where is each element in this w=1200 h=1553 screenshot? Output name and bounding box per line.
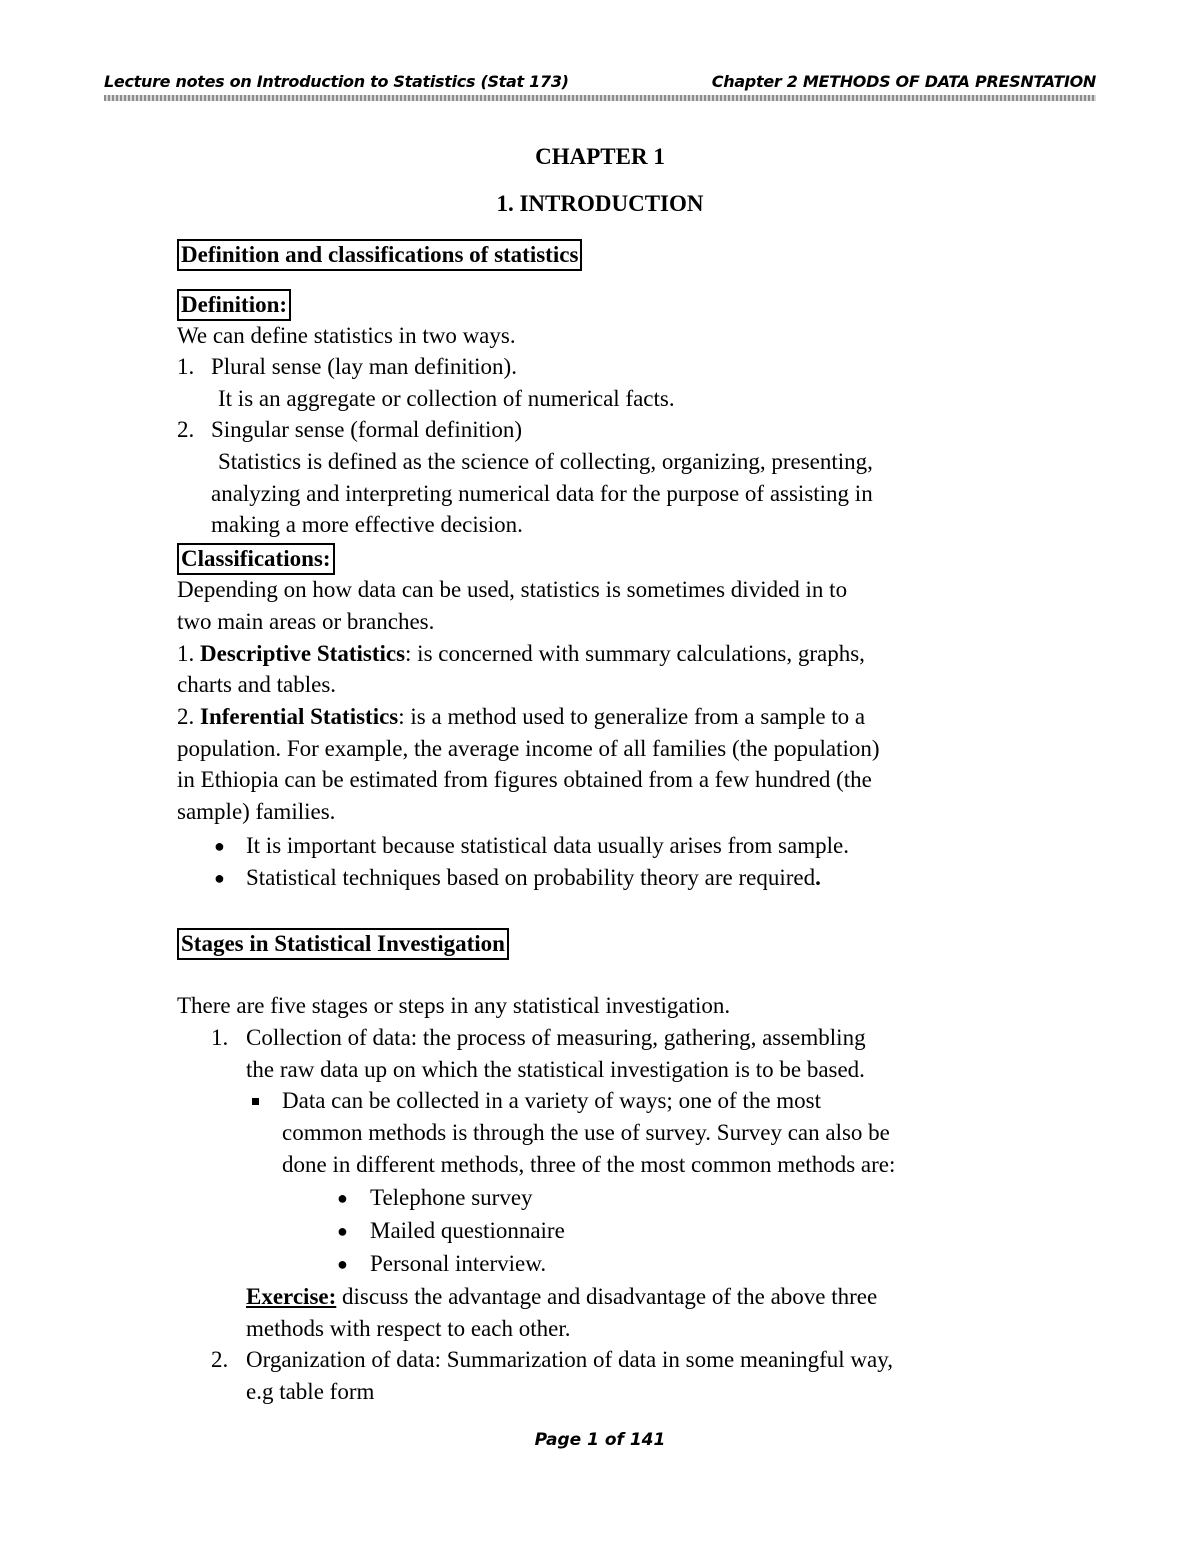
header-rule [104, 95, 1096, 101]
exercise-text-1: discuss the advantage and disadvantage of the above three [336, 1284, 878, 1309]
survey-method-2: Mailed questionnaire [370, 1218, 565, 1243]
descriptive-statistics-paragraph [177, 640, 865, 668]
exercise-text-2: methods with respect to each other. [246, 1316, 571, 1341]
definition-item-1-title: Plural sense (lay man definition). [211, 354, 517, 379]
definition-item-2-text-2: analyzing and interpreting numerical data for the purpose of assisting in [211, 481, 873, 506]
descriptive-number: 1. [177, 641, 200, 666]
section-heading: 1. INTRODUCTION [496, 191, 704, 216]
definition-item-2-text-1: Statistics is defined as the science of collecting, organizing, presenting, [218, 449, 873, 474]
header-chapter-title: Chapter 2 METHODS OF DATA PRESNTATION [711, 72, 1096, 91]
stage-1-sub-text-2: common methods is through the use of survey. Survey can also be [282, 1120, 890, 1145]
definition-item-2-number: 2. [177, 417, 195, 442]
definition-item-1-number: 1. [177, 354, 195, 379]
classification-bullet-1: It is important because statistical data usually arises from sample. [246, 833, 849, 858]
descriptive-text-1: : is concerned with summary calculations, graphs, [405, 641, 865, 666]
survey-method-3: Personal interview. [370, 1251, 547, 1276]
classifications-intro-2: two main areas or branches. [177, 609, 435, 634]
definition-item-2-text-3: making a more effective decision. [211, 512, 523, 537]
inferential-text-3: in Ethiopia can be estimated from figures obtained from a few hundred (the [177, 767, 872, 792]
inferential-text-2: population. For example, the average income of all families (the population) [177, 736, 880, 761]
stage-2-number: 2. [211, 1347, 229, 1372]
square-bullet-icon [252, 1098, 259, 1105]
classifications-label: Classifications: [177, 543, 335, 575]
inferential-number: 2. [177, 704, 200, 729]
header-course-title: Lecture notes on Introduction to Statistics (Stat 173) [104, 72, 569, 91]
inferential-text-1: : is a method used to generalize from a sample to a [398, 704, 866, 729]
definition-label: Definition: [177, 289, 291, 321]
exercise-paragraph [246, 1283, 877, 1311]
definition-item-2-title: Singular sense (formal definition) [211, 417, 523, 442]
classification-bullet-2 [246, 864, 821, 892]
stage-1-number: 1. [211, 1025, 229, 1050]
definition-intro: We can define statistics in two ways. [177, 323, 516, 348]
page-header [104, 72, 1096, 94]
definitions-section-title: Definition and classifications of statistics [177, 239, 582, 271]
bullet-icon: ● [337, 1188, 348, 1208]
stage-1-sub-text-3: done in different methods, three of the most common methods are: [282, 1152, 896, 1177]
definition-item-1-text: It is an aggregate or collection of numerical facts. [218, 386, 675, 411]
chapter-heading: CHAPTER 1 [535, 144, 665, 169]
exercise-label: Exercise: [246, 1284, 337, 1309]
survey-method-1: Telephone survey [370, 1185, 533, 1210]
bullet-icon: ● [214, 868, 225, 888]
bullet-icon: ● [214, 836, 225, 856]
inferential-term: Inferential Statistics [200, 704, 399, 729]
stage-2-text-1: Organization of data: Summarization of data in some meaningful way, [246, 1347, 894, 1372]
stage-1-text-1: Collection of data: the process of measuring, gathering, assembling [246, 1025, 866, 1050]
bullet-icon: ● [337, 1254, 348, 1274]
stages-section-title: Stages in Statistical Investigation [177, 928, 509, 960]
descriptive-text-2: charts and tables. [177, 672, 337, 697]
inferential-text-4: sample) families. [177, 799, 336, 824]
classification-bullet-2-text: Statistical techniques based on probability theory are required [246, 865, 816, 890]
inferential-statistics-paragraph [177, 703, 865, 731]
stage-1-text-2: the raw data up on which the statistical investigation is to be based. [246, 1057, 865, 1082]
stage-2-text-2: e.g table form [246, 1379, 375, 1404]
bullet-icon: ● [337, 1221, 348, 1241]
classifications-intro-1: Depending on how data can be used, statistics is sometimes divided in to [177, 577, 848, 602]
page-number: Page 1 of 141 [534, 1430, 666, 1450]
stage-1-sub-text-1: Data can be collected in a variety of ways; one of the most [282, 1088, 822, 1113]
descriptive-term: Descriptive Statistics [200, 641, 406, 666]
stages-intro: There are five stages or steps in any statistical investigation. [177, 993, 731, 1018]
classification-bullet-2-period: . [815, 865, 821, 890]
